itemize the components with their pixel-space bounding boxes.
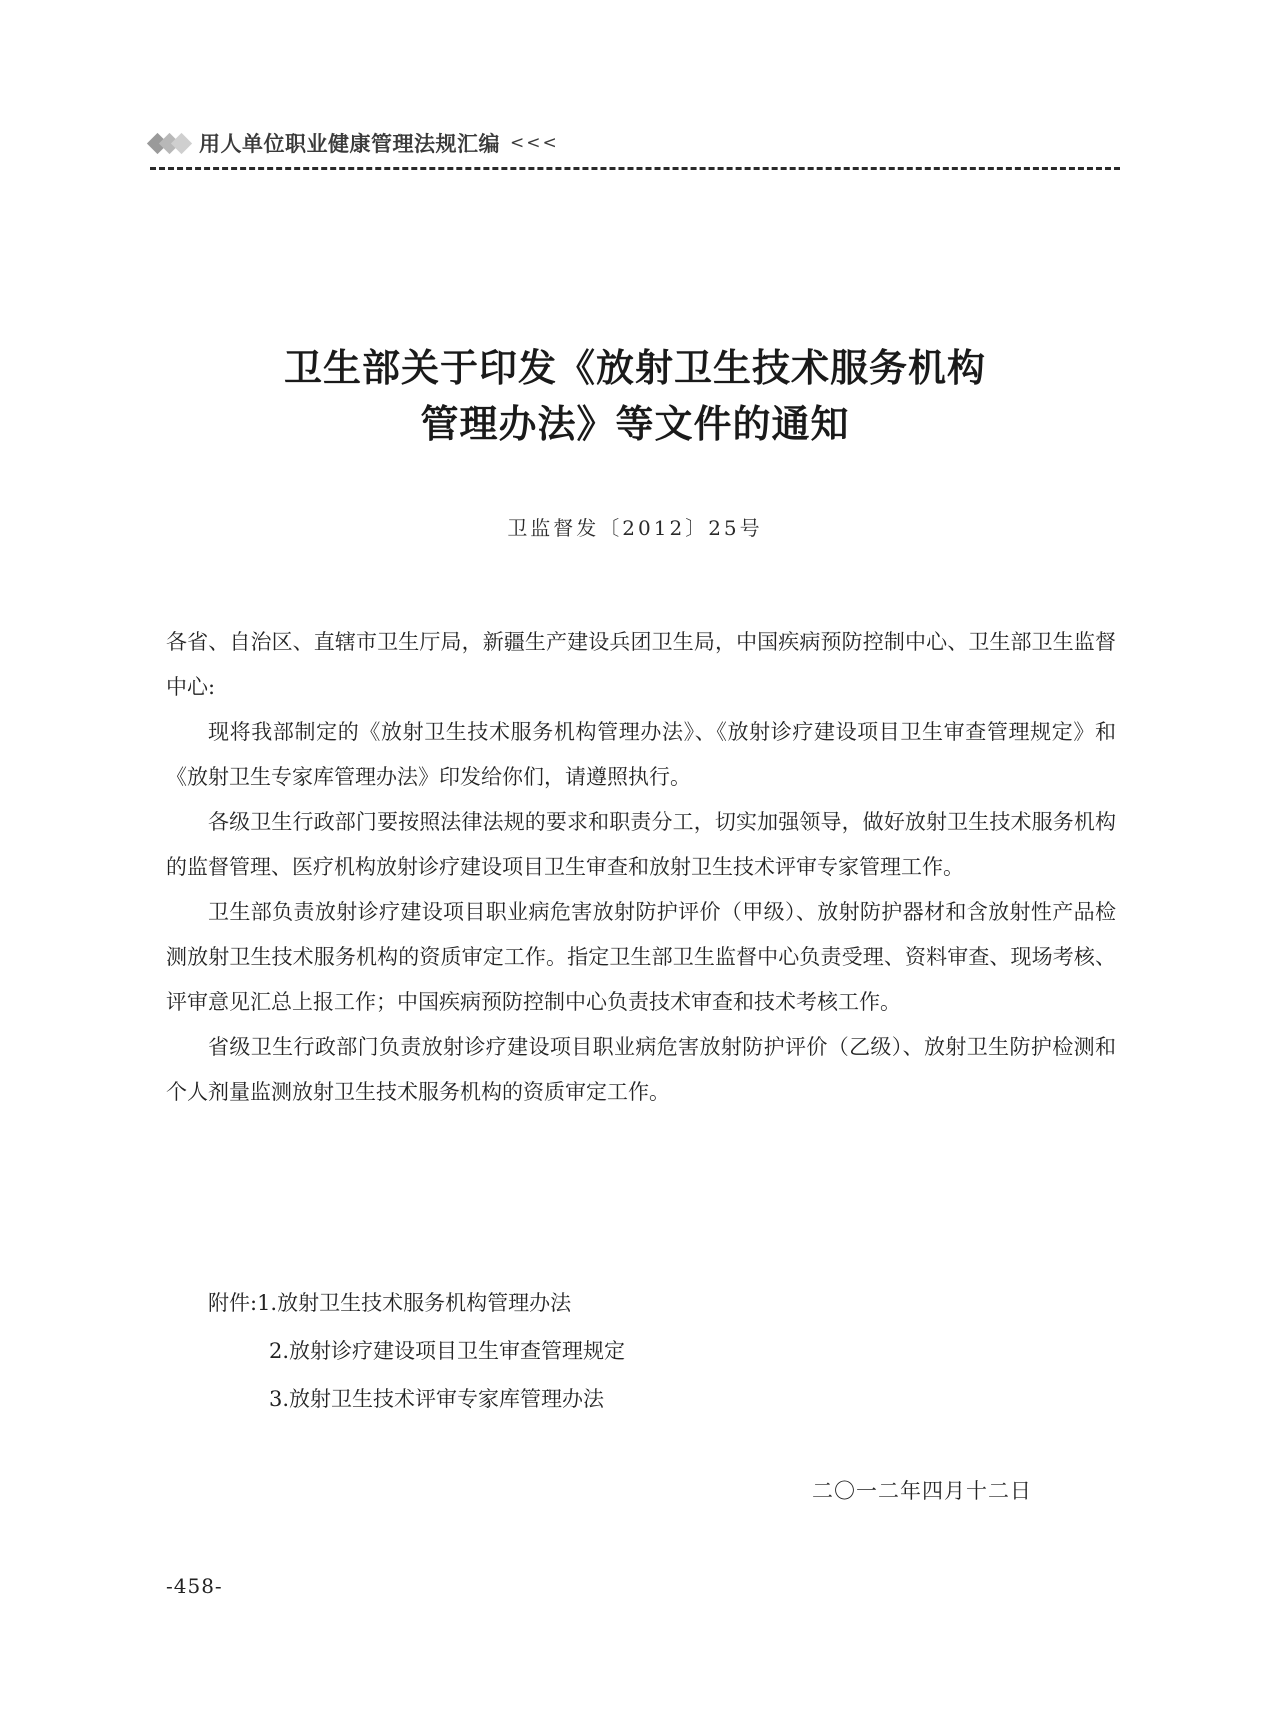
attachment-item: 2.放射诊疗建设项目卫生审查管理规定 [269, 1339, 626, 1363]
attachment-item: 附件:1.放射卫生技术服务机构管理办法 [208, 1291, 572, 1315]
triple-diamond-arrows-icon [150, 136, 189, 151]
addressee-paragraph: 各省、自治区、直辖市卫生厅局，新疆生产建设兵团卫生局，中国疾病预防控制中心、卫生部卫生监督中心: [166, 630, 1116, 699]
attachment-item: 3.放射卫生技术评审专家库管理办法 [269, 1387, 605, 1411]
header-book-title: 用人单位职业健康管理法规汇编 [199, 132, 500, 156]
document-date: 二〇一二年四月十二日 [812, 1479, 1032, 1503]
page-number: -458- [166, 1574, 223, 1598]
body-paragraph: 现将我部制定的《放射卫生技术服务机构管理办法》、《放射诊疗建设项目卫生审查管理规定》和《放射卫生专家库管理办法》印发给你们，请遵照执行。 [166, 720, 1116, 789]
attachments-list [208, 1279, 625, 1423]
body-paragraph: 各级卫生行政部门要按照法律法规的要求和职责分工，切实加强领导，做好放射卫生技术服务机构的监督管理、医疗机构放射诊疗建设项目卫生审查和放射卫生技术评审专家管理工作。 [166, 810, 1116, 879]
document-title-line-2: 管理办法》等文件的通知 [420, 402, 850, 446]
document-title [150, 340, 1120, 452]
header-marks: <<< [510, 133, 559, 153]
document-body [166, 620, 1116, 1115]
document-number: 卫监督发〔2012〕25号 [507, 516, 763, 540]
body-paragraph: 卫生部负责放射诊疗建设项目职业病危害放射防护评价（甲级）、放射防护器材和含放射性产品检测放射卫生技术服务机构的资质审定工作。指定卫生部卫生监督中心负责受理、资料审查、现场考核、评审意见汇总上报工作；中国疾病预防控制中心负责技术审查和技术考核工作。 [166, 900, 1116, 1014]
body-paragraph: 省级卫生行政部门负责放射诊疗建设项目职业病危害放射防护评价（乙级）、放射卫生防护检测和个人剂量监测放射卫生技术服务机构的资质审定工作。 [166, 1035, 1116, 1104]
running-header [150, 128, 559, 158]
document-title-line-1: 卫生部关于印发《放射卫生技术服务机构 [283, 346, 986, 390]
header-dashed-rule [150, 167, 1120, 170]
